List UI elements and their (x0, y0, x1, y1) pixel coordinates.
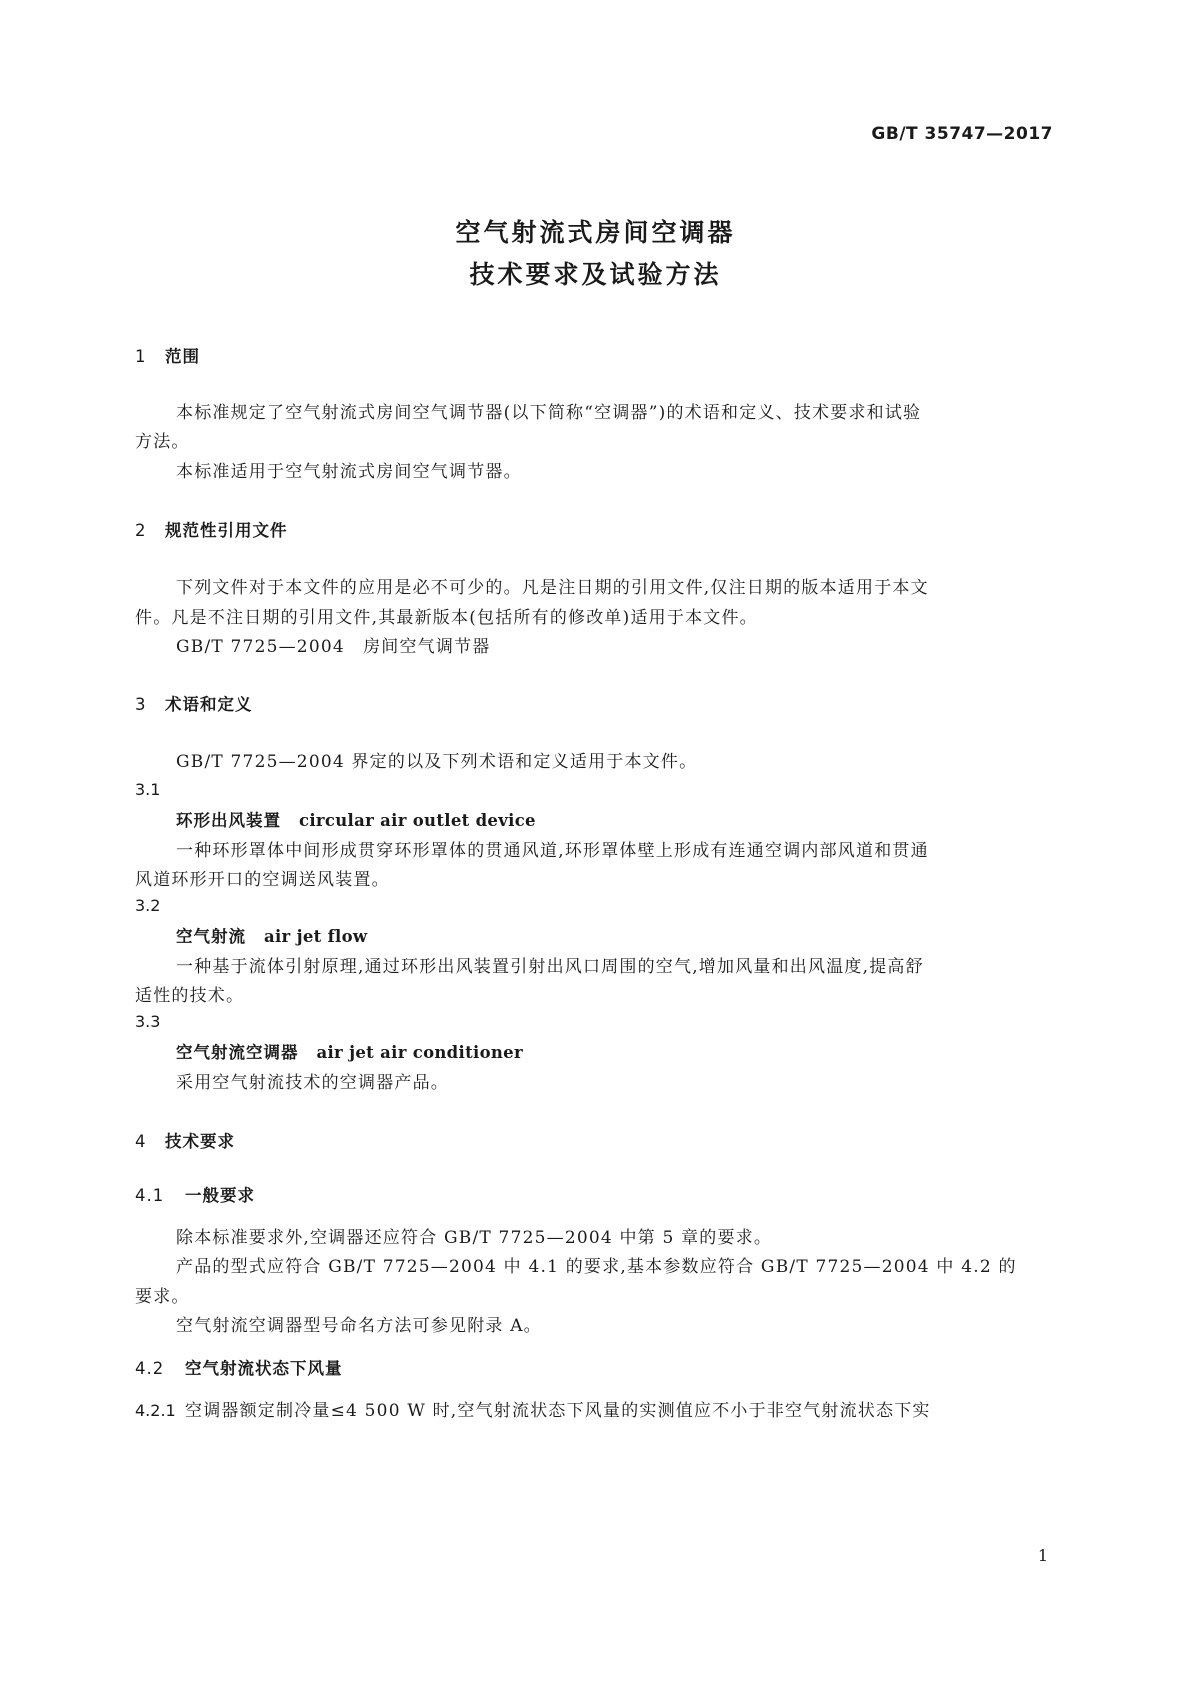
term-entry (176, 1039, 523, 1063)
term-chinese: 空气射流空调器 (176, 1043, 299, 1062)
term-number: 3.2 (135, 896, 161, 915)
clause-text: 空调器额定制冷量≤4 500 W 时,空气射流状态下风量的实测值应不小于非空气射流状态下实 (185, 1401, 931, 1421)
term-entry (176, 807, 536, 831)
term-definition: 采用空气射流技术的空调器产品。 (176, 1073, 449, 1093)
term-english: circular air outlet device (299, 811, 536, 830)
section-title: 规范性引用文件 (165, 521, 288, 540)
term-english: air jet air conditioner (316, 1043, 523, 1062)
term-number: 3.3 (135, 1012, 161, 1031)
term-definition: 一种基于流体引射原理,通过环形出风装置引射出风口周围的空气,增加风量和出风温度,提高舒 (176, 957, 924, 977)
normative-reference: GB/T 7725—2004 房间空气调节器 (176, 637, 491, 657)
subsection-number: 4.2 (135, 1359, 165, 1378)
term-chinese: 环形出风装置 (176, 811, 281, 830)
standard-number: GB/T 35747—2017 (871, 124, 1053, 144)
subsection-4-2-heading (135, 1355, 343, 1379)
section-title: 技术要求 (165, 1132, 235, 1151)
section-number: 1 (135, 347, 147, 366)
section-1-heading (135, 343, 200, 367)
subsection-title: 一般要求 (185, 1186, 255, 1205)
section-number: 2 (135, 521, 147, 540)
section-title: 术语和定义 (165, 695, 253, 714)
document-title-line2: 技术要求及试验方法 (469, 260, 722, 289)
term-chinese: 空气射流 (176, 927, 246, 946)
term-english: air jet flow (264, 927, 368, 946)
paragraph: 下列文件对于本文件的应用是必不可少的。凡是注日期的引用文件,仅注日期的版本适用于本文 (176, 578, 929, 598)
clause-number: 4.2.1 (135, 1401, 176, 1420)
term-entry (176, 923, 367, 947)
subsection-4-1-heading (135, 1182, 255, 1206)
section-2-heading (135, 517, 288, 541)
term-definition: 一种环形罩体中间形成贯穿环形罩体的贯通风道,环形罩体壁上形成有连通空调内部风道和贯通 (176, 841, 929, 861)
document-title-line1: 空气射流式房间空调器 (455, 218, 736, 247)
term-definition: 适性的技术。 (135, 986, 245, 1006)
section-4-heading (135, 1128, 235, 1152)
section-title: 范围 (165, 347, 200, 366)
paragraph: 本标准规定了空气射流式房间空气调节器(以下简称“空调器”)的术语和定义、技术要求和试验 (176, 403, 922, 423)
paragraph: GB/T 7725—2004 界定的以及下列术语和定义适用于本文件。 (176, 752, 698, 772)
paragraph: 本标准适用于空气射流式房间空气调节器。 (176, 462, 522, 482)
section-number: 3 (135, 695, 147, 714)
paragraph: 件。凡是不注日期的引用文件,其最新版本(包括所有的修改单)适用于本文件。 (135, 608, 758, 628)
paragraph: 除本标准要求外,空调器还应符合 GB/T 7725—2004 中第 5 章的要求。 (176, 1228, 773, 1248)
subsection-number: 4.1 (135, 1186, 165, 1205)
term-definition: 风道环形开口的空调送风装置。 (135, 870, 390, 890)
section-number: 4 (135, 1132, 147, 1151)
paragraph: 产品的型式应符合 GB/T 7725—2004 中 4.1 的要求,基本参数应符合 GB/T 7725—2004 中 4.2 的 (176, 1257, 1017, 1277)
section-3-heading (135, 691, 253, 715)
paragraph: 方法。 (135, 432, 190, 452)
subsection-title: 空气射流状态下风量 (185, 1359, 343, 1378)
paragraph: 空气射流空调器型号命名方法可参见附录 A。 (176, 1316, 542, 1336)
page-number: 1 (1037, 1546, 1048, 1565)
term-number: 3.1 (135, 780, 161, 799)
paragraph: 要求。 (135, 1287, 190, 1307)
clause-4-2-1 (135, 1396, 931, 1421)
